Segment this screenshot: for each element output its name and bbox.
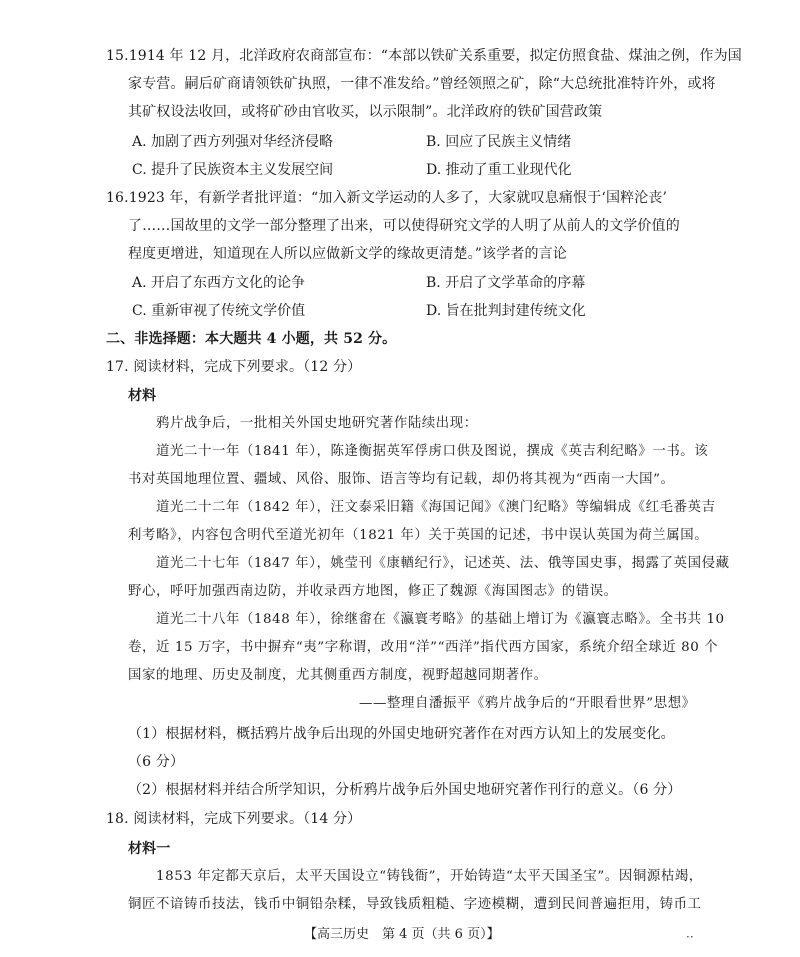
q17-material-line-7: 野心，呼吁加强西南边防，并收录西方地图，修正了魏源《海国图志》的错误。 bbox=[128, 584, 618, 599]
q16-option-a: A. 开启了东西方文化的论争 bbox=[132, 275, 306, 291]
q17-material-line-10: 国家的地理、历史及制度，尤其侧重西方制度，视野超越同期著作。 bbox=[128, 668, 548, 683]
q16-line-2: 了……国故里的文学一部分整理了出来，可以使得研究文学的人明了从前人的文学价值的 bbox=[128, 218, 680, 234]
q17-sub2: （2）根据材料并结合所学知识，分析鸦片战争后外国史地研究著作刊行的意义。（6 分） bbox=[128, 782, 682, 798]
q18-material-line-2: 铜匠不谙铸币技法，钱币中铜铅杂糅，导致钱质粗糙、字迹模糊，遭到民间普遍拒用，铸币工 bbox=[128, 897, 702, 912]
q17-material-line-8: 道光二十八年（1848 年），徐继畬在《瀛寰考略》的基础上增订为《瀛寰志略》。全书共 10 bbox=[156, 612, 725, 627]
q17-material-line-4: 道光二十二年（1842 年），汪文泰采旧籍《海国记闻》《澳门纪略》等编辑成《红毛番英吉 bbox=[156, 500, 716, 515]
q15-option-d: D. 推动了重工业现代化 bbox=[426, 162, 572, 178]
page-footer: 【高三历史 第 4 页（共 6 页）】 bbox=[304, 927, 500, 942]
q17-source: ——整理自潘振平《鸦片战争后的“开眼看世界”思想》 bbox=[359, 696, 696, 711]
q18-material-line-1: 1853 年定都天京后，太平天国设立“铸钱衙”，开始铸造“太平天国圣宝”。因铜源枯竭， bbox=[156, 869, 703, 884]
q18-stem: 18. 阅读材料，完成下列要求。（14 分） bbox=[106, 811, 362, 827]
section-heading: 二、非选择题：本大题共 4 小题，共 52 分。 bbox=[106, 331, 397, 347]
q17-material-line-3: 书对英国地理位置、疆域、风俗、服饰、语言等均有记载，却仍将其视为“西南一大国”。 bbox=[128, 472, 675, 487]
q17-material-line-6: 道光二十七年（1847 年），姚莹刊《康輶纪行》，记述英、法、俄等国史事，揭露了英国侵藏 bbox=[156, 556, 730, 571]
q15-line-1: 15.1914 年 12 月，北洋政府农商部宣布：“本部以铁矿关系重要，拟定仿照食盐、煤油之例，作为国 bbox=[106, 48, 742, 64]
q15-option-c: C. 提升了民族资本主义发展空间 bbox=[132, 162, 334, 178]
q15-line-2: 家专营。嗣后矿商请领铁矿执照，一律不准发给。”曾经领照之矿，除“大总统批准特许外，或将 bbox=[128, 76, 716, 92]
q15-option-a: A. 加剧了西方列强对华经济侵略 bbox=[132, 134, 334, 150]
q17-sub1-line-2: （6 分） bbox=[128, 754, 185, 770]
q17-material-line-5: 利考略》，内容包含明代至道光初年（1821 年）关于英国的记述，书中误认英国为荷兰属国。 bbox=[128, 528, 709, 543]
q16-line-3: 程度更增进，知道现在人所以应做新文学的缘故更清楚。”该学者的言论 bbox=[128, 246, 567, 262]
q17-material-line-2: 道光二十一年（1841 年），陈逢衡据英军俘虏口供及图说，撰成《英吉利纪略》一书。该 bbox=[156, 444, 709, 459]
q18-material-label: 材料一 bbox=[128, 841, 171, 857]
q16-option-b: B. 开启了文学革命的序幕 bbox=[426, 275, 586, 291]
q15-line-3: 其矿权设法收回，或将矿砂由官收买，以示限制”。北洋政府的铁矿国营政策 bbox=[128, 104, 603, 120]
q16-line-1: 16.1923 年，有新学者批评道：“加入新文学运动的人多了，大家就叹息痛恨于‘国粹沦丧’ bbox=[106, 190, 668, 206]
q17-material-label: 材料 bbox=[128, 388, 157, 404]
q17-stem: 17. 阅读材料，完成下列要求。（12 分） bbox=[106, 359, 362, 375]
q16-option-c: C. 重新审视了传统文学价值 bbox=[132, 303, 306, 319]
q17-material-line-1: 鸦片战争后，一批相关外国史地研究著作陆续出现： bbox=[156, 416, 478, 431]
corner-mark: ·· bbox=[686, 930, 694, 944]
q16-option-d: D. 旨在批判封建传统文化 bbox=[426, 303, 586, 319]
q15-option-b: B. 回应了民族主义情绪 bbox=[426, 134, 572, 150]
q17-sub1-line-1: （1）根据材料，概括鸦片战争后出现的外国史地研究著作在对西方认知上的发展变化。 bbox=[128, 726, 675, 742]
q17-material-line-9: 卷，近 15 万字，书中摒弃“夷”字称谓，改用“洋”“西洋”指代西方国家，系统介绍全球近 80 个 bbox=[128, 640, 719, 655]
